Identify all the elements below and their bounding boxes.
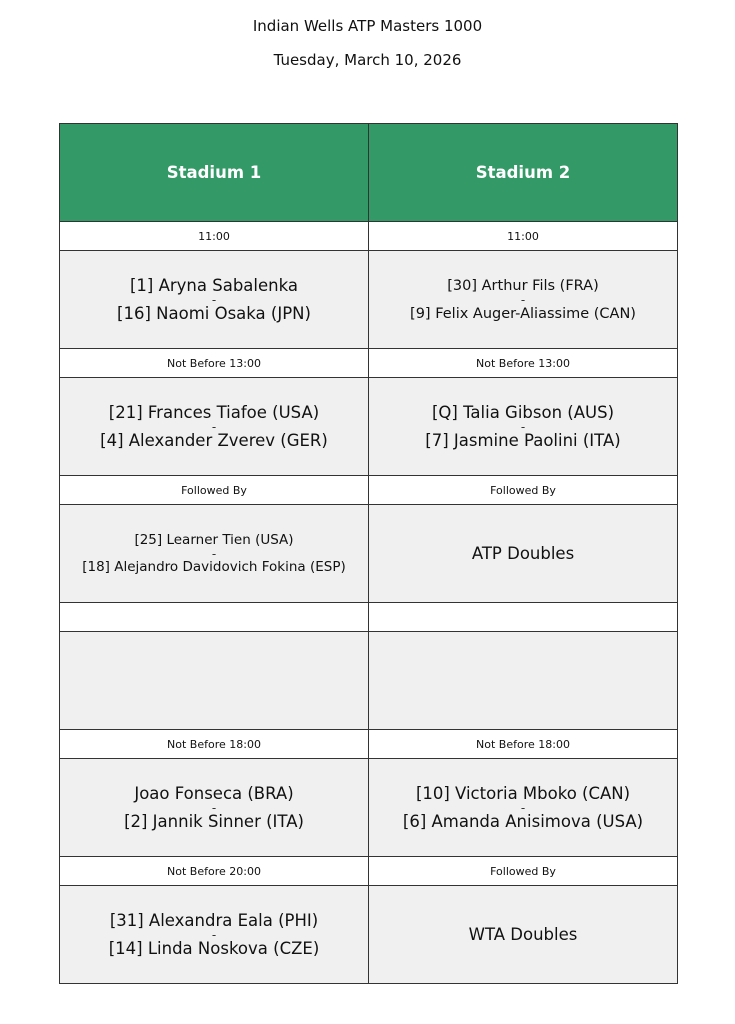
slot-time-row [60,603,678,632]
court-header-stadium-2: Stadium 2 [369,124,678,222]
player-1: [Q] Talia Gibson (AUS) [431,402,615,422]
player-2: [4] Alexander Zverev (GER) [100,430,328,450]
match-row [60,886,678,984]
slot-time-label: Not Before 18:00 [369,730,678,759]
versus-separator: - [211,546,217,561]
player-1: [31] Alexandra Eala (PHI) [109,910,319,930]
slot-time-row [60,476,678,505]
player-1: Joao Fonseca (BRA) [134,783,294,803]
order-of-play-table [59,123,678,984]
versus-separator: - [211,800,217,815]
empty-match-cell [369,632,678,730]
match-cell [60,251,369,349]
match-cell [60,886,369,984]
slot-time-label [369,603,678,632]
event-cell-atp-doubles: ATP Doubles [369,505,678,603]
slot-time-label: Followed By [60,476,369,505]
empty-match-cell [60,632,369,730]
match-cell [60,378,369,476]
slot-time-row [60,857,678,886]
slot-time-row [60,349,678,378]
event-cell-wta-doubles: WTA Doubles [369,886,678,984]
slot-time-label [60,603,369,632]
player-2: [18] Alejandro Davidovich Fokina (ESP) [82,558,346,575]
match-cell [60,505,369,603]
player-1: [30] Arthur Fils (FRA) [447,277,599,294]
slot-time-label: Not Before 20:00 [60,857,369,886]
player-2: [2] Jannik Sinner (ITA) [124,811,304,831]
versus-separator: - [520,292,526,307]
versus-separator: - [211,927,217,942]
slot-time-label: Not Before 13:00 [369,349,678,378]
player-1: [1] Aryna Sabalenka [129,275,298,295]
slot-time-label: Followed By [369,476,678,505]
player-1: [25] Learner Tien (USA) [134,531,294,548]
match-cell [369,251,678,349]
slot-time-label: 11:00 [60,222,369,251]
player-2: [7] Jasmine Paolini (ITA) [425,430,621,450]
match-cell [369,759,678,857]
slot-time-row [60,730,678,759]
match-cell [60,759,369,857]
versus-separator: - [520,800,526,815]
schedule-date: Tuesday, March 10, 2026 [273,51,462,69]
match-row [60,759,678,857]
player-2: [14] Linda Noskova (CZE) [108,938,320,958]
tournament-title: Indian Wells ATP Masters 1000 [252,17,483,35]
slot-time-label: Followed By [369,857,678,886]
player-2: [9] Felix Auger-Aliassime (CAN) [410,305,636,322]
slot-time-label: Not Before 13:00 [60,349,369,378]
player-1: [10] Victoria Mboko (CAN) [415,783,631,803]
match-cell [369,378,678,476]
match-row [60,505,678,603]
slot-time-label: 11:00 [369,222,678,251]
court-header-row [60,124,678,222]
versus-separator: - [211,292,217,307]
slot-time-label: Not Before 18:00 [60,730,369,759]
player-2: [6] Amanda Anisimova (USA) [402,811,644,831]
match-row [60,251,678,349]
player-1: [21] Frances Tiafoe (USA) [108,402,320,422]
match-row [60,632,678,730]
court-header-stadium-1: Stadium 1 [60,124,369,222]
match-row [60,378,678,476]
versus-separator: - [520,419,526,434]
slot-time-row [60,222,678,251]
player-2: [16] Naomi Osaka (JPN) [117,303,311,323]
versus-separator: - [211,419,217,434]
